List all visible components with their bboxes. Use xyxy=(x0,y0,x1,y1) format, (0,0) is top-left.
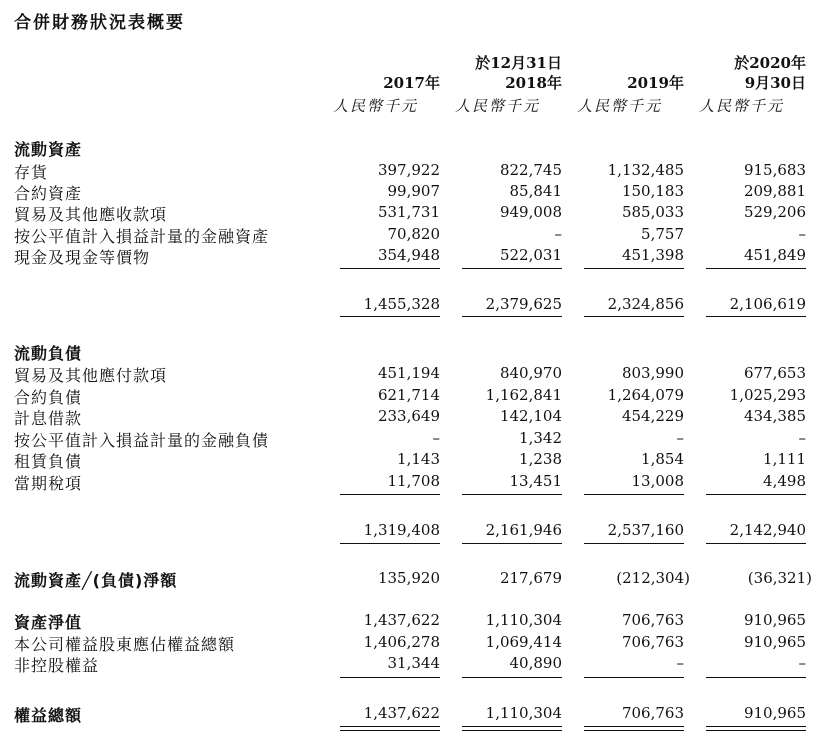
row-value: 915,683 xyxy=(743,161,806,179)
subtotal-rule xyxy=(584,677,684,678)
row-value: 142,104 xyxy=(499,407,562,425)
col2-year: 2018年 xyxy=(505,74,562,92)
net-assets-label: 資產淨值 xyxy=(14,613,83,632)
row-value: 522,031 xyxy=(499,246,562,264)
col2-unit: 人民幣千元 xyxy=(455,97,541,115)
row-value: 13,008 xyxy=(631,472,684,490)
subtotal-rule xyxy=(462,494,562,495)
net-current-value: 217,679 xyxy=(499,569,562,587)
equity-owners-value: 910,965 xyxy=(743,633,806,651)
current-assets-total: 2,106,619 xyxy=(729,295,806,313)
row-value: 1,025,293 xyxy=(729,386,806,404)
row-label: 存貨 xyxy=(14,163,49,182)
col3-unit: 人民幣千元 xyxy=(577,97,663,115)
row-value: 1,162,841 xyxy=(485,386,562,404)
total-rule xyxy=(340,316,440,317)
net-current-label: 流動資產╱(負債)淨額 xyxy=(14,571,178,590)
total-rule xyxy=(462,316,562,317)
row-label: 合約負債 xyxy=(14,388,83,407)
net-assets-value: 910,965 xyxy=(743,611,806,629)
row-value: 621,714 xyxy=(377,386,440,404)
page-title: 合併財務狀況表概要 xyxy=(14,13,185,33)
double-rule xyxy=(706,726,806,731)
total-rule xyxy=(340,543,440,544)
row-label: 貿易及其他應收款項 xyxy=(14,205,168,224)
row-value: 354,948 xyxy=(377,246,440,264)
net-current-value: 135,920 xyxy=(377,569,440,587)
col1-year: 2017年 xyxy=(383,74,440,92)
row-label: 合約資產 xyxy=(14,184,83,203)
row-value: 1,854 xyxy=(641,450,684,468)
row-value: – xyxy=(554,225,562,243)
row-value: 529,206 xyxy=(743,203,806,221)
row-value: 4,498 xyxy=(763,472,806,490)
col4-line2: 9月30日 xyxy=(744,74,806,92)
row-value: 13,451 xyxy=(509,472,562,490)
row-value: 840,970 xyxy=(499,364,562,382)
net-assets-value: 1,437,622 xyxy=(363,611,440,629)
row-label: 租賃負債 xyxy=(14,452,83,471)
row-label: 貿易及其他應付款項 xyxy=(14,366,168,385)
row-value: 822,745 xyxy=(499,161,562,179)
subtotal-rule xyxy=(706,677,806,678)
row-value: 451,849 xyxy=(743,246,806,264)
net-current-value: (36,321) xyxy=(747,569,812,587)
current-liabilities-total: 2,142,940 xyxy=(729,521,806,539)
subtotal-rule xyxy=(340,494,440,495)
row-value: 1,143 xyxy=(397,450,440,468)
total-equity-value: 910,965 xyxy=(743,704,806,722)
row-value: 434,385 xyxy=(743,407,806,425)
nci-value: 40,890 xyxy=(509,654,562,672)
row-value: 1,342 xyxy=(519,429,562,447)
row-label: 現金及現金等價物 xyxy=(14,248,151,267)
row-value: – xyxy=(676,429,684,447)
row-value: 85,841 xyxy=(509,182,562,200)
equity-owners-value: 1,069,414 xyxy=(485,633,562,651)
total-equity-label: 權益總額 xyxy=(14,706,83,725)
row-label: 按公平值計入損益計量的金融資產 xyxy=(14,227,270,246)
row-label: 計息借款 xyxy=(14,409,83,428)
row-value: – xyxy=(432,429,440,447)
col1-unit: 人民幣千元 xyxy=(333,97,419,115)
nci-value: – xyxy=(798,654,806,672)
current-liabilities-total: 2,537,160 xyxy=(607,521,684,539)
row-value: 454,229 xyxy=(621,407,684,425)
subtotal-rule xyxy=(340,268,440,269)
col4-unit: 人民幣千元 xyxy=(699,97,785,115)
row-value: 1,264,079 xyxy=(607,386,684,404)
subtotal-rule xyxy=(584,494,684,495)
total-rule xyxy=(462,543,562,544)
col4-line1: 於2020年 xyxy=(734,54,806,72)
row-value: 150,183 xyxy=(621,182,684,200)
subtotal-rule xyxy=(340,677,440,678)
current-assets-total: 2,324,856 xyxy=(607,295,684,313)
col3-year: 2019年 xyxy=(627,74,684,92)
row-value: 233,649 xyxy=(377,407,440,425)
total-rule xyxy=(584,316,684,317)
net-assets-value: 1,110,304 xyxy=(485,611,562,629)
row-value: 451,194 xyxy=(377,364,440,382)
double-rule xyxy=(340,726,440,731)
current-assets-total: 2,379,625 xyxy=(485,295,562,313)
row-value: 99,907 xyxy=(387,182,440,200)
row-value: 1,111 xyxy=(763,450,806,468)
row-value: – xyxy=(798,225,806,243)
double-rule xyxy=(462,726,562,731)
row-value: – xyxy=(798,429,806,447)
nci-label: 非控股權益 xyxy=(14,656,100,675)
header-group-label: 於12月31日 xyxy=(475,54,562,72)
equity-owners-value: 706,763 xyxy=(621,633,684,651)
total-equity-value: 1,110,304 xyxy=(485,704,562,722)
total-rule xyxy=(584,543,684,544)
row-value: 585,033 xyxy=(621,203,684,221)
subtotal-rule xyxy=(706,268,806,269)
row-value: 451,398 xyxy=(621,246,684,264)
row-value: 1,132,485 xyxy=(607,161,684,179)
equity-owners-label: 本公司權益股東應佔權益總額 xyxy=(14,635,236,654)
total-rule xyxy=(706,316,806,317)
current-liabilities-heading: 流動負債 xyxy=(14,344,83,363)
row-value: 949,008 xyxy=(499,203,562,221)
row-value: 11,708 xyxy=(387,472,440,490)
nci-value: 31,344 xyxy=(387,654,440,672)
total-rule xyxy=(706,543,806,544)
total-equity-value: 706,763 xyxy=(621,704,684,722)
current-assets-total: 1,455,328 xyxy=(363,295,440,313)
row-value: 803,990 xyxy=(621,364,684,382)
subtotal-rule xyxy=(706,494,806,495)
subtotal-rule xyxy=(584,268,684,269)
row-value: 677,653 xyxy=(743,364,806,382)
equity-owners-value: 1,406,278 xyxy=(363,633,440,651)
subtotal-rule xyxy=(462,677,562,678)
row-value: 531,731 xyxy=(377,203,440,221)
row-value: 397,922 xyxy=(377,161,440,179)
row-value: 209,881 xyxy=(743,182,806,200)
row-label: 當期稅項 xyxy=(14,474,83,493)
row-value: 1,238 xyxy=(519,450,562,468)
subtotal-rule xyxy=(462,268,562,269)
current-liabilities-total: 1,319,408 xyxy=(363,521,440,539)
row-value: 5,757 xyxy=(641,225,684,243)
nci-value: – xyxy=(676,654,684,672)
current-liabilities-total: 2,161,946 xyxy=(485,521,562,539)
net-current-value: (212,304) xyxy=(616,569,690,587)
current-assets-heading: 流動資產 xyxy=(14,140,83,159)
row-value: 70,820 xyxy=(387,225,440,243)
total-equity-value: 1,437,622 xyxy=(363,704,440,722)
net-assets-value: 706,763 xyxy=(621,611,684,629)
double-rule xyxy=(584,726,684,731)
row-label: 按公平值計入損益計量的金融負債 xyxy=(14,431,270,450)
